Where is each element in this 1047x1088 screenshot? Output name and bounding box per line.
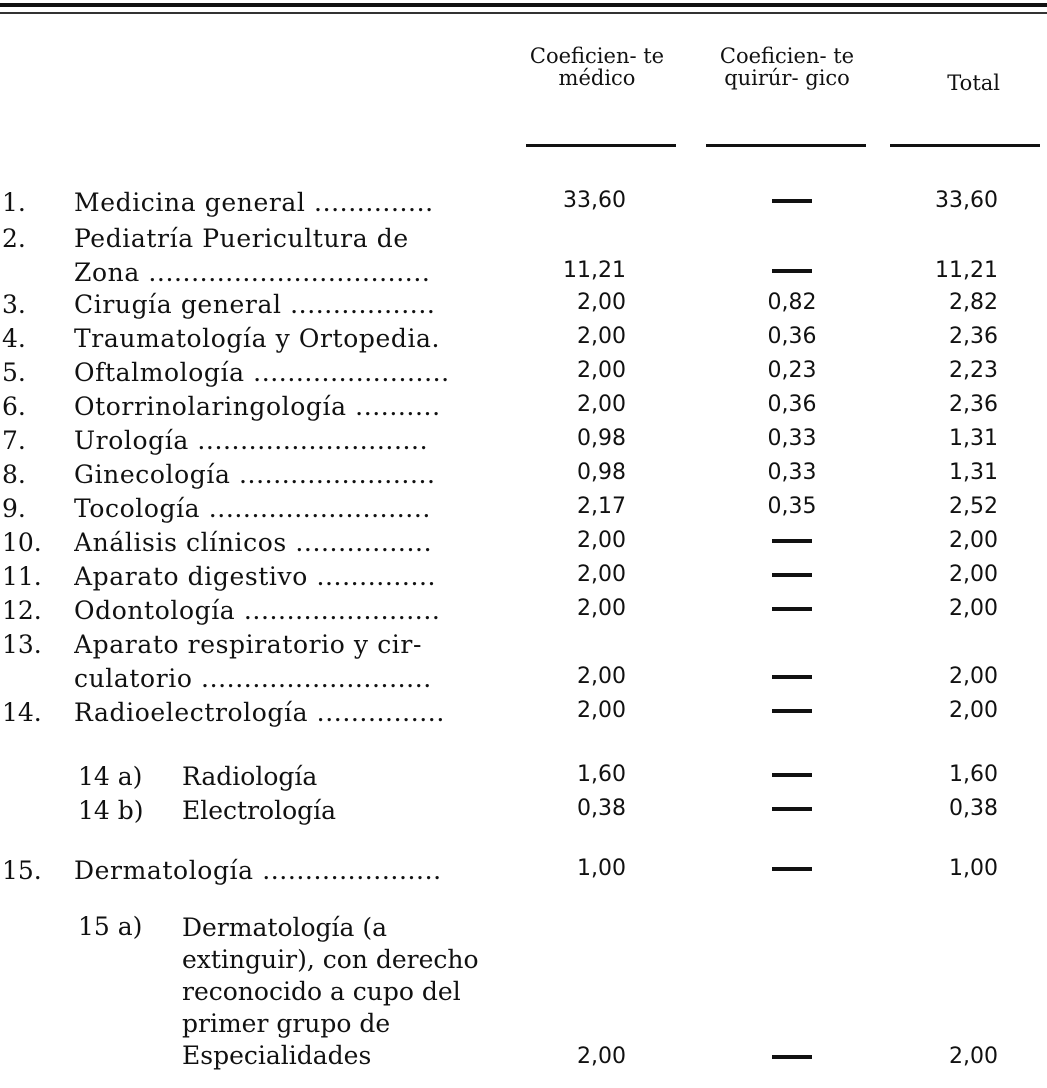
- coef-quirurgico: 0,36: [767, 392, 817, 417]
- row-number: 11.: [2, 562, 42, 591]
- row-number: 14.: [2, 698, 42, 727]
- coef-quirurgico: [712, 1044, 872, 1069]
- coef-total: 2,82: [949, 290, 998, 315]
- coef-medico: 1,00: [577, 856, 626, 881]
- coef-medico: 11,21: [563, 258, 626, 283]
- row-label: Aparato respiratorio y cir-: [74, 630, 422, 659]
- row-label: Oftalmología .......................: [74, 358, 450, 387]
- row-label: Zona .................................: [74, 258, 431, 287]
- row-number: 15.: [2, 856, 42, 885]
- coef-total: 33,60: [935, 188, 998, 213]
- top-rule: [0, 3, 1047, 7]
- dash-mark: [772, 807, 812, 811]
- row-label: Análisis clínicos ................: [74, 528, 433, 557]
- row-number: 5.: [2, 358, 26, 387]
- coef-quirurgico: [712, 698, 872, 723]
- row-label: Tocología ..........................: [74, 494, 431, 523]
- table-row: [0, 188, 1047, 220]
- row-label: Cirugía general .................: [74, 290, 436, 319]
- table-row: [0, 856, 1047, 888]
- row-number: 6.: [2, 392, 26, 421]
- dash-mark: [772, 269, 812, 273]
- dash-mark: [772, 1055, 812, 1059]
- dash-mark: [772, 199, 812, 203]
- dash-mark: [772, 607, 812, 611]
- dash-mark: [772, 675, 812, 679]
- coef-medico: 2,00: [577, 562, 626, 587]
- dash-mark: [772, 867, 812, 871]
- header-underline-medico: [526, 144, 676, 147]
- header-underline-total: [890, 144, 1040, 147]
- table-row: [0, 290, 1047, 322]
- dash-mark: [772, 539, 812, 543]
- row-number: 12.: [2, 596, 42, 625]
- row-label: Aparato digestivo ..............: [74, 562, 437, 591]
- row-label: culatorio ...........................: [74, 664, 432, 693]
- row-label: Pediatría Puericultura de: [74, 224, 409, 253]
- coef-quirurgico: [712, 856, 872, 881]
- coef-quirurgico: [712, 664, 872, 689]
- coef-total: 2,23: [949, 358, 998, 383]
- subrow-label: Electrología: [182, 796, 337, 825]
- coef-total: 2,00: [949, 596, 998, 621]
- coef-quirurgico: [712, 528, 872, 553]
- coef-medico: 2,00: [577, 290, 626, 315]
- table-row: [0, 224, 1047, 256]
- coef-quirurgico: [712, 796, 872, 821]
- table-row: [0, 596, 1047, 628]
- table-row: [0, 664, 1047, 696]
- coef-quirurgico: 0,82: [767, 290, 817, 315]
- coef-medico: 0,38: [577, 796, 626, 821]
- coef-total: 1,31: [949, 426, 998, 451]
- table-row: [0, 426, 1047, 458]
- coef-quirurgico: 0,35: [767, 494, 817, 519]
- row-number: 3.: [2, 290, 26, 319]
- table-row: [0, 630, 1047, 662]
- coef-quirurgico: [712, 258, 872, 283]
- row-number: 7.: [2, 426, 26, 455]
- row-number: 2.: [2, 224, 26, 253]
- dash-mark: [772, 573, 812, 577]
- coef-total: 2,00: [949, 528, 998, 553]
- row-label: Dermatología .....................: [74, 856, 442, 885]
- coef-medico: 1,60: [577, 762, 626, 787]
- coef-quirurgico: [712, 562, 872, 587]
- row-label: Urología ...........................: [74, 426, 429, 455]
- coef-total: 11,21: [935, 258, 998, 283]
- row-number: 13.: [2, 630, 42, 659]
- subrow-label: Radiología: [182, 762, 318, 791]
- coef-medico: 2,00: [577, 664, 626, 689]
- header-coef-quirurgico: Coeficien- te quirúr- gico: [719, 44, 855, 90]
- subrow-label: Dermatología (a extinguir), con derecho reconocido a cupo del primer grupo de Especialidades: [182, 913, 479, 1070]
- header-underline-quirurgico: [706, 144, 866, 147]
- table-subrow: [0, 796, 1047, 828]
- table-row: [0, 562, 1047, 594]
- coef-total: 2,36: [949, 392, 998, 417]
- coef-total: 1,00: [949, 856, 998, 881]
- row-label: Traumatología y Ortopedia.: [74, 324, 441, 353]
- top-rule-secondary: [0, 12, 1047, 14]
- table-row: [0, 258, 1047, 290]
- row-number: 4.: [2, 324, 26, 353]
- coef-quirurgico: 0,33: [767, 426, 817, 451]
- row-number: 8.: [2, 460, 26, 489]
- row-label: Otorrinolaringología ..........: [74, 392, 441, 421]
- row-number: 10.: [2, 528, 42, 557]
- coef-quirurgico: 0,36: [767, 324, 817, 349]
- header-total: Total: [947, 71, 1000, 95]
- coef-medico: 2,00: [577, 1044, 626, 1069]
- table-row: [0, 358, 1047, 390]
- row-number: 9.: [2, 494, 26, 523]
- table-row: [0, 494, 1047, 526]
- coef-quirurgico: 0,23: [767, 358, 817, 383]
- subrow-number: 14 a): [78, 762, 143, 791]
- coef-medico: 2,00: [577, 392, 626, 417]
- coef-total: 0,38: [949, 796, 998, 821]
- coef-medico: 33,60: [563, 188, 626, 213]
- row-label: Radioelectrología ...............: [74, 698, 445, 727]
- subrow-number: 15 a): [78, 912, 143, 941]
- coef-quirurgico: [712, 762, 872, 787]
- coef-medico: 2,00: [577, 698, 626, 723]
- coef-total: 2,00: [949, 1044, 998, 1069]
- coef-total: 2,52: [949, 494, 998, 519]
- coef-medico: 2,00: [577, 358, 626, 383]
- coef-medico: 0,98: [577, 460, 626, 485]
- row-label: Ginecología .......................: [74, 460, 436, 489]
- dash-mark: [772, 709, 812, 713]
- table-subrow: [0, 912, 1047, 1082]
- header-coef-medico: Coeficien- te médico: [529, 44, 665, 90]
- coef-total: 1,60: [949, 762, 998, 787]
- row-label: Medicina general ..............: [74, 188, 434, 217]
- coef-total: 2,00: [949, 664, 998, 689]
- table-row: [0, 460, 1047, 492]
- table-row: [0, 698, 1047, 730]
- coef-total: 2,00: [949, 562, 998, 587]
- coef-quirurgico: [712, 188, 872, 213]
- coef-medico: 2,00: [577, 528, 626, 553]
- coef-medico: 2,17: [577, 494, 626, 519]
- table-row: [0, 392, 1047, 424]
- coef-total: 2,00: [949, 698, 998, 723]
- coef-quirurgico: [712, 596, 872, 621]
- dash-mark: [772, 773, 812, 777]
- row-number: 1.: [2, 188, 26, 217]
- table-row: [0, 528, 1047, 560]
- table-row: [0, 324, 1047, 356]
- coef-quirurgico: 0,33: [767, 460, 817, 485]
- coef-medico: 2,00: [577, 324, 626, 349]
- coef-medico: 0,98: [577, 426, 626, 451]
- table-subrow: [0, 762, 1047, 794]
- subrow-number: 14 b): [78, 796, 144, 825]
- coef-total: 2,36: [949, 324, 998, 349]
- coef-total: 1,31: [949, 460, 998, 485]
- row-label: Odontología .......................: [74, 596, 441, 625]
- coef-medico: 2,00: [577, 596, 626, 621]
